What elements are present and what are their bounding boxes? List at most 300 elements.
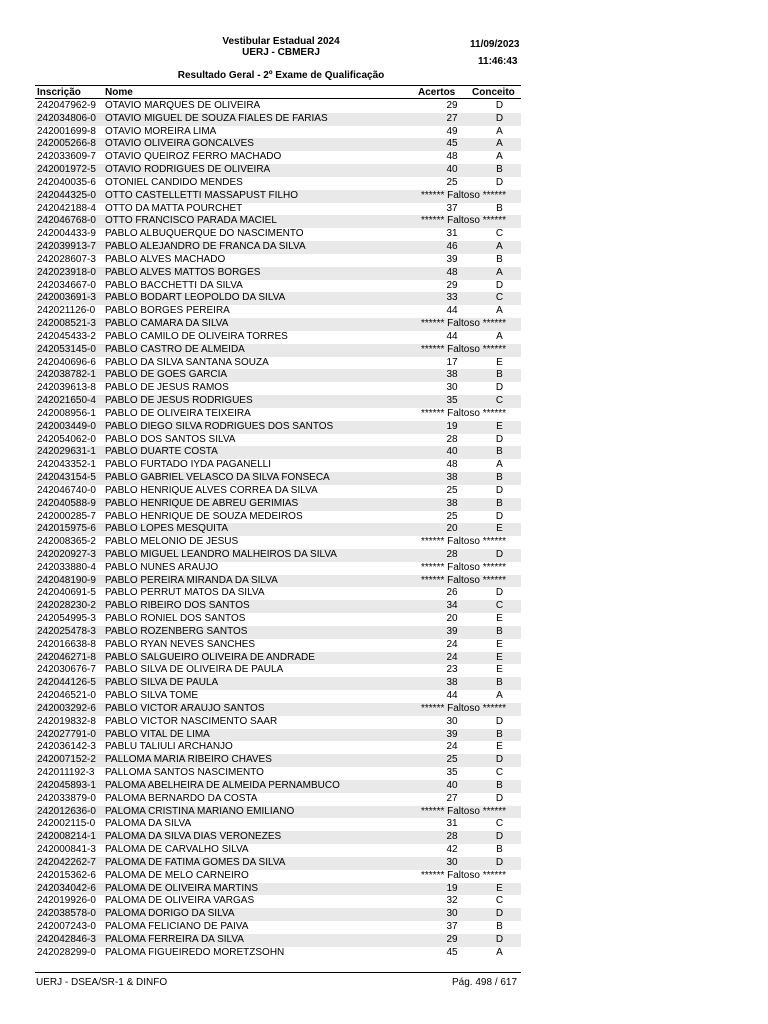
table-row <box>35 472 521 485</box>
cell-inscricao: 242003292-6 <box>37 702 96 714</box>
cell-inscricao: 242054995-3 <box>37 613 96 625</box>
cell-faltoso: ****** Faltoso ****** <box>421 318 507 330</box>
table-row <box>35 600 521 613</box>
column-header-inscricao: Inscrição <box>37 87 81 98</box>
table-row <box>35 690 521 703</box>
table-row <box>35 369 521 382</box>
table-row <box>35 203 521 216</box>
cell-inscricao: 242033880-4 <box>37 561 96 573</box>
cell-inscricao: 242043154-5 <box>37 472 96 484</box>
cell-inscricao: 242034806-0 <box>37 112 96 124</box>
cell-nome: PABLO RIBEIRO DOS SANTOS <box>105 600 250 612</box>
cell-faltoso: ****** Faltoso ****** <box>421 702 507 714</box>
cell-conceito: D <box>495 484 504 496</box>
cell-conceito: B <box>496 844 503 856</box>
table-row <box>35 280 521 293</box>
cell-inscricao: 242015975-6 <box>37 523 96 535</box>
cell-acertos: 48 <box>446 266 458 278</box>
table-row <box>35 357 521 370</box>
table-row <box>35 652 521 665</box>
cell-acertos: 25 <box>446 484 458 496</box>
cell-inscricao: 242053145-0 <box>37 343 96 355</box>
cell-conceito: A <box>496 151 503 163</box>
cell-nome: PABLO DE JESUS RAMOS <box>105 382 229 394</box>
cell-conceito: E <box>496 638 503 650</box>
cell-acertos: 44 <box>446 330 458 342</box>
cell-acertos: 20 <box>446 613 458 625</box>
cell-nome: OTTO FRANCISCO PARADA MACIEL <box>105 215 277 227</box>
cell-conceito: C <box>495 818 504 830</box>
cell-nome: PABLO BACCHETTI DA SILVA <box>105 279 243 291</box>
cell-nome: PABLO ALVES MACHADO <box>105 253 226 265</box>
table-row <box>35 831 521 844</box>
report-date: 11/09/2023 <box>470 39 520 50</box>
table-row <box>35 408 521 421</box>
cell-nome: PABLO NUNES ARAUJO <box>105 561 219 573</box>
cell-acertos: 35 <box>446 395 458 407</box>
cell-faltoso: ****** Faltoso ****** <box>421 805 507 817</box>
cell-conceito: B <box>496 625 503 637</box>
cell-nome: OTTO CASTELLETTI MASSAPUST FILHO <box>105 189 299 201</box>
cell-conceito: C <box>495 395 504 407</box>
cell-nome: OTAVIO QUEIROZ FERRO MACHADO <box>105 151 282 163</box>
table-row <box>35 639 521 652</box>
cell-inscricao: 242028230-2 <box>37 600 96 612</box>
cell-acertos: 31 <box>446 228 458 240</box>
cell-inscricao: 242003691-3 <box>37 292 96 304</box>
cell-nome: OTTO DA MATTA POURCHET <box>105 202 243 214</box>
cell-nome: OTAVIO MOREIRA LIMA <box>105 125 217 137</box>
cell-acertos: 30 <box>446 382 458 394</box>
cell-acertos: 31 <box>446 818 458 830</box>
cell-inscricao: 242046271-8 <box>37 651 96 663</box>
cell-inscricao: 242020927-3 <box>37 548 96 560</box>
cell-conceito: D <box>495 279 504 291</box>
cell-nome: PABLO LOPES MESQUITA <box>105 523 228 535</box>
cell-nome: PABLO DE JESUS RODRIGUES <box>105 395 253 407</box>
cell-acertos: 49 <box>446 125 458 137</box>
cell-acertos: 40 <box>446 779 458 791</box>
table-row <box>35 318 521 331</box>
cell-inscricao: 242047962-9 <box>37 100 96 111</box>
cell-inscricao: 242008521-3 <box>37 318 96 330</box>
cell-inscricao: 242007152-2 <box>37 754 96 766</box>
cell-acertos: 30 <box>446 908 458 920</box>
cell-inscricao: 242008956-1 <box>37 407 96 419</box>
cell-inscricao: 242054062-0 <box>37 433 96 445</box>
cell-nome: PABLO VICTOR NASCIMENTO SAAR <box>105 715 278 727</box>
cell-nome: PALOMA CRISTINA MARIANO EMILIANO <box>105 805 295 817</box>
cell-conceito: B <box>496 446 503 458</box>
cell-nome: PABLO ALVES MATTOS BORGES <box>105 266 261 278</box>
cell-acertos: 28 <box>446 831 458 843</box>
column-header-acertos: Acertos <box>418 87 456 98</box>
cell-nome: PALOMA DE MELO CARNEIRO <box>105 869 249 881</box>
cell-acertos: 27 <box>446 792 458 804</box>
cell-nome: PABLO SILVA DE PAULA <box>105 677 219 689</box>
cell-inscricao: 242033879-0 <box>37 792 96 804</box>
cell-faltoso: ****** Faltoso ****** <box>421 561 507 573</box>
report-subtitle: Resultado Geral - 2º Exame de Qualificação <box>177 70 385 81</box>
cell-acertos: 39 <box>446 625 458 637</box>
table-row <box>35 664 521 677</box>
cell-acertos: 37 <box>446 921 458 932</box>
cell-acertos: 27 <box>446 112 458 124</box>
cell-conceito: A <box>496 946 503 958</box>
table-row <box>35 138 521 151</box>
table-row <box>35 857 521 870</box>
column-header-nome: Nome <box>105 87 133 98</box>
cell-conceito: B <box>496 779 503 791</box>
table-row <box>35 908 521 921</box>
table-row <box>35 434 521 447</box>
table-row <box>35 331 521 344</box>
cell-inscricao: 242046768-0 <box>37 215 96 227</box>
table-row <box>35 703 521 716</box>
cell-acertos: 29 <box>446 279 458 291</box>
cell-inscricao: 242023918-0 <box>37 266 96 278</box>
cell-inscricao: 242001972-5 <box>37 164 96 176</box>
cell-nome: PALOMA BERNARDO DA COSTA <box>105 792 258 804</box>
cell-conceito: C <box>495 228 504 240</box>
cell-acertos: 24 <box>446 651 458 663</box>
cell-inscricao: 242000841-3 <box>37 844 96 856</box>
column-header-conceito: Conceito <box>472 87 515 98</box>
cell-inscricao: 242038782-1 <box>37 369 96 381</box>
cell-conceito: D <box>495 908 504 920</box>
cell-inscricao: 242019832-8 <box>37 715 96 727</box>
cell-nome: PABLO RONIEL DOS SANTOS <box>105 613 246 625</box>
cell-inscricao: 242034042-6 <box>37 882 96 894</box>
cell-inscricao: 242030676-7 <box>37 664 96 676</box>
cell-conceito: A <box>496 125 503 137</box>
cell-nome: OTAVIO OLIVEIRA GONCALVES <box>105 138 254 150</box>
table-row <box>35 344 521 357</box>
cell-faltoso: ****** Faltoso ****** <box>421 536 507 548</box>
cell-inscricao: 242043352-1 <box>37 459 96 471</box>
cell-nome: PABLO ALBUQUERQUE DO NASCIMENTO <box>105 228 304 240</box>
cell-acertos: 28 <box>446 433 458 445</box>
cell-conceito: D <box>495 587 504 599</box>
table-row <box>35 254 521 267</box>
report-title: Vestibular Estadual 2024 <box>222 36 340 47</box>
cell-nome: PABLO CAMARA DA SILVA <box>105 318 229 330</box>
cell-inscricao: 242040035-6 <box>37 176 96 188</box>
table-row <box>35 741 521 754</box>
cell-acertos: 24 <box>446 741 458 753</box>
cell-conceito: A <box>496 330 503 342</box>
cell-nome: PABLO MELONIO DE JESUS <box>105 536 239 548</box>
cell-acertos: 39 <box>446 728 458 740</box>
cell-acertos: 19 <box>446 420 458 432</box>
cell-conceito: A <box>496 241 503 253</box>
cell-nome: PABLO CASTRO DE ALMEIDA <box>105 343 245 355</box>
cell-nome: PABLO HENRIQUE DE ABREU GERIMIAS <box>105 497 299 509</box>
cell-conceito: B <box>496 921 503 932</box>
cell-conceito: B <box>496 472 503 484</box>
cell-nome: PABLO PERRUT MATOS DA SILVA <box>105 587 265 599</box>
cell-faltoso: ****** Faltoso ****** <box>421 189 507 201</box>
table-row <box>35 549 521 562</box>
cell-inscricao: 242039613-8 <box>37 382 96 394</box>
results-table <box>35 100 521 959</box>
cell-acertos: 35 <box>446 767 458 779</box>
cell-nome: PABLO DUARTE COSTA <box>105 446 218 458</box>
cell-conceito: E <box>496 651 503 663</box>
cell-inscricao: 242044126-5 <box>37 677 96 689</box>
cell-acertos: 40 <box>446 446 458 458</box>
table-row <box>35 806 521 819</box>
cell-inscricao: 242027791-0 <box>37 728 96 740</box>
cell-nome: PALLOMA SANTOS NASCIMENTO <box>105 767 264 779</box>
cell-conceito: E <box>496 523 503 535</box>
cell-nome: PALOMA DA SILVA <box>105 818 192 830</box>
table-row <box>35 921 521 934</box>
cell-nome: PABLO VITAL DE LIMA <box>105 728 210 740</box>
cell-inscricao: 242021650-4 <box>37 395 96 407</box>
table-row <box>35 716 521 729</box>
cell-acertos: 48 <box>446 459 458 471</box>
footer-divider <box>35 972 521 973</box>
table-row <box>35 446 521 459</box>
cell-inscricao: 242048190-9 <box>37 574 96 586</box>
cell-nome: PABLU TALIULI ARCHANJO <box>105 741 233 753</box>
table-row <box>35 536 521 549</box>
table-row <box>35 228 521 241</box>
cell-nome: PABLO ALEJANDRO DE FRANCA DA SILVA <box>105 241 306 253</box>
cell-nome: OTAVIO MARQUES DE OLIVEIRA <box>105 100 261 111</box>
cell-acertos: 38 <box>446 497 458 509</box>
cell-inscricao: 242046521-0 <box>37 690 96 702</box>
cell-inscricao: 242045433-2 <box>37 330 96 342</box>
cell-acertos: 24 <box>446 638 458 650</box>
cell-acertos: 44 <box>446 305 458 317</box>
table-row <box>35 754 521 767</box>
table-row <box>35 305 521 318</box>
report-institution: UERJ - CBMERJ <box>242 47 320 58</box>
cell-nome: PABLO DIEGO SILVA RODRIGUES DOS SANTOS <box>105 420 334 432</box>
cell-nome: PABLO SILVA DE OLIVEIRA DE PAULA <box>105 664 284 676</box>
cell-conceito: D <box>495 433 504 445</box>
cell-acertos: 33 <box>446 292 458 304</box>
cell-inscricao: 242001699-8 <box>37 125 96 137</box>
cell-inscricao: 242008365-2 <box>37 536 96 548</box>
cell-acertos: 34 <box>446 600 458 612</box>
cell-nome: PABLO DOS SANTOS SILVA <box>105 433 236 445</box>
cell-nome: PABLO HENRIQUE DE SOUZA MEDEIROS <box>105 510 303 522</box>
cell-acertos: 38 <box>446 677 458 689</box>
table-row <box>35 895 521 908</box>
cell-nome: PABLO GABRIEL VELASCO DA SILVA FONSECA <box>105 472 330 484</box>
table-row <box>35 562 521 575</box>
cell-acertos: 23 <box>446 664 458 676</box>
cell-nome: PABLO HENRIQUE ALVES CORREA DA SILVA <box>105 484 318 496</box>
cell-conceito: E <box>496 882 503 894</box>
table-row <box>35 395 521 408</box>
table-row <box>35 459 521 472</box>
cell-conceito: D <box>495 510 504 522</box>
cell-acertos: 46 <box>446 241 458 253</box>
cell-conceito: A <box>496 305 503 317</box>
cell-inscricao: 242003449-0 <box>37 420 96 432</box>
table-row <box>35 844 521 857</box>
table-header <box>35 85 521 99</box>
cell-nome: PALOMA DE CARVALHO SILVA <box>105 844 249 856</box>
table-row <box>35 575 521 588</box>
cell-acertos: 19 <box>446 882 458 894</box>
table-row <box>35 100 521 113</box>
cell-acertos: 29 <box>446 933 458 945</box>
cell-nome: PALOMA DE FATIMA GOMES DA SILVA <box>105 856 286 868</box>
cell-conceito: C <box>495 767 504 779</box>
table-row <box>35 498 521 511</box>
cell-conceito: B <box>496 253 503 265</box>
table-row <box>35 626 521 639</box>
table-row <box>35 523 521 536</box>
cell-nome: PALOMA DE OLIVEIRA MARTINS <box>105 882 259 894</box>
cell-conceito: B <box>496 369 503 381</box>
cell-faltoso: ****** Faltoso ****** <box>421 343 507 355</box>
cell-acertos: 32 <box>446 895 458 907</box>
cell-nome: PABLO PEREIRA MIRANDA DA SILVA <box>105 574 278 586</box>
cell-conceito: E <box>496 420 503 432</box>
cell-conceito: D <box>495 176 504 188</box>
cell-acertos: 17 <box>446 356 458 368</box>
cell-acertos: 30 <box>446 856 458 868</box>
cell-nome: PABLO MIGUEL LEANDRO MALHEIROS DA SILVA <box>105 548 337 560</box>
cell-conceito: E <box>496 356 503 368</box>
table-row <box>35 421 521 434</box>
cell-conceito: C <box>495 895 504 907</box>
cell-conceito: E <box>496 664 503 676</box>
cell-faltoso: ****** Faltoso ****** <box>421 574 507 586</box>
cell-acertos: 40 <box>446 164 458 176</box>
cell-conceito: B <box>496 497 503 509</box>
cell-inscricao: 242005266-8 <box>37 138 96 150</box>
cell-conceito: D <box>495 754 504 766</box>
cell-acertos: 25 <box>446 754 458 766</box>
table-row <box>35 870 521 883</box>
cell-nome: PABLO RYAN NEVES SANCHES <box>105 638 256 650</box>
cell-inscricao: 242012636-0 <box>37 805 96 817</box>
cell-conceito: D <box>495 831 504 843</box>
cell-nome: PABLO BORGES PEREIRA <box>105 305 230 317</box>
cell-nome: PABLO DE GOES GARCIA <box>105 369 228 381</box>
cell-conceito: B <box>496 677 503 689</box>
cell-conceito: D <box>495 715 504 727</box>
cell-inscricao: 242021126-0 <box>37 305 96 317</box>
cell-nome: PABLO VICTOR ARAUJO SANTOS <box>105 702 265 714</box>
cell-inscricao: 242016638-8 <box>37 638 96 650</box>
cell-nome: OTONIEL CANDIDO MENDES <box>105 176 243 188</box>
cell-inscricao: 242046740-0 <box>37 484 96 496</box>
cell-acertos: 37 <box>446 202 458 214</box>
cell-inscricao: 242002115-0 <box>37 818 96 830</box>
cell-faltoso: ****** Faltoso ****** <box>421 407 507 419</box>
cell-nome: PABLO SILVA TOME <box>105 690 199 702</box>
cell-nome: OTAVIO MIGUEL DE SOUZA FIALES DE FARIAS <box>105 112 328 124</box>
cell-conceito: A <box>496 459 503 471</box>
cell-acertos: 25 <box>446 510 458 522</box>
cell-faltoso: ****** Faltoso ****** <box>421 215 507 227</box>
cell-conceito: B <box>496 728 503 740</box>
cell-nome: PALLOMA MARIA RIBEIRO CHAVES <box>105 754 272 766</box>
cell-inscricao: 242042188-4 <box>37 202 96 214</box>
table-row <box>35 292 521 305</box>
table-row <box>35 215 521 228</box>
table-row <box>35 267 521 280</box>
cell-inscricao: 242036142-3 <box>37 741 96 753</box>
cell-nome: PALOMA FIGUEIREDO MORETZSOHN <box>105 946 285 958</box>
cell-inscricao: 242015362-6 <box>37 869 96 881</box>
cell-conceito: C <box>495 292 504 304</box>
report-time: 11:46:43 <box>478 56 518 67</box>
cell-inscricao: 242040691-5 <box>37 587 96 599</box>
cell-conceito: D <box>495 792 504 804</box>
table-row <box>35 587 521 600</box>
cell-conceito: B <box>496 164 503 176</box>
table-row <box>35 767 521 780</box>
cell-nome: PALOMA DE OLIVEIRA VARGAS <box>105 895 255 907</box>
cell-inscricao: 242045893-1 <box>37 779 96 791</box>
cell-inscricao: 242034667-0 <box>37 279 96 291</box>
cell-conceito: D <box>495 548 504 560</box>
cell-nome: PALOMA DA SILVA DIAS VERONEZES <box>105 831 282 843</box>
cell-acertos: 38 <box>446 369 458 381</box>
cell-acertos: 45 <box>446 138 458 150</box>
cell-acertos: 29 <box>446 100 458 111</box>
cell-nome: PALOMA FERREIRA DA SILVA <box>105 933 244 945</box>
cell-nome: PABLO BODART LEOPOLDO DA SILVA <box>105 292 286 304</box>
cell-conceito: B <box>496 202 503 214</box>
cell-acertos: 45 <box>446 946 458 958</box>
cell-acertos: 26 <box>446 587 458 599</box>
cell-acertos: 20 <box>446 523 458 535</box>
cell-acertos: 30 <box>446 715 458 727</box>
table-row <box>35 241 521 254</box>
cell-nome: PABLO CAMILO DE OLIVEIRA TORRES <box>105 330 288 342</box>
cell-conceito: A <box>496 690 503 702</box>
table-row <box>35 177 521 190</box>
table-row <box>35 780 521 793</box>
cell-inscricao: 242042846-3 <box>37 933 96 945</box>
cell-nome: PABLO ROZENBERG SANTOS <box>105 625 248 637</box>
cell-nome: PABLO DE OLIVEIRA TEIXEIRA <box>105 407 251 419</box>
table-row <box>35 677 521 690</box>
cell-nome: PALOMA DORIGO DA SILVA <box>105 908 235 920</box>
cell-inscricao: 242007243-0 <box>37 921 96 932</box>
cell-nome: PABLO DA SILVA SANTANA SOUZA <box>105 356 269 368</box>
table-row <box>35 113 521 126</box>
cell-inscricao: 242040696-6 <box>37 356 96 368</box>
table-row <box>35 126 521 139</box>
cell-conceito: E <box>496 613 503 625</box>
table-row <box>35 883 521 896</box>
footer-organization: UERJ - DSEA/SR-1 & DINFO <box>36 977 168 988</box>
cell-conceito: E <box>496 741 503 753</box>
cell-inscricao: 242028607-3 <box>37 253 96 265</box>
cell-conceito: D <box>495 100 504 111</box>
cell-acertos: 39 <box>446 253 458 265</box>
cell-acertos: 44 <box>446 690 458 702</box>
table-row <box>35 613 521 626</box>
cell-acertos: 25 <box>446 176 458 188</box>
cell-inscricao: 242008214-1 <box>37 831 96 843</box>
table-row <box>35 511 521 524</box>
cell-nome: OTAVIO RODRIGUES DE OLIVEIRA <box>105 164 271 176</box>
cell-conceito: D <box>495 382 504 394</box>
table-row <box>35 729 521 742</box>
